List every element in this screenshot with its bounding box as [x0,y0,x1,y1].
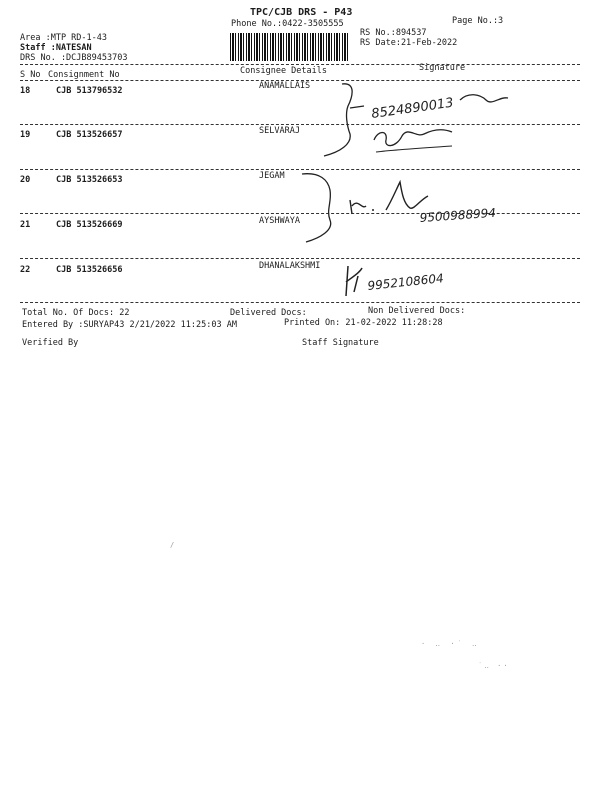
row-22-sno: 22 [20,265,31,275]
signature-row-22 [340,262,480,305]
row-22-consignment: CJB 513526656 [56,265,123,275]
row-22-consignee: DHANALAKSHMI [259,261,321,271]
signature-phone-18: 8524890013 [370,95,455,122]
row-18-consignee: ANAMALLAIS [259,81,311,91]
document-title: TPC/CJB DRS - P43 [250,7,353,18]
header-divider [20,64,580,65]
scan-speck: · ‥ ·˙ ‥ [421,640,480,648]
area-label: Area :MTP RD-1-43 [20,33,107,43]
printed-on: Printed On: 21-02-2022 11:28:28 [284,318,443,328]
row-divider [20,302,580,303]
row-19-consignment: CJB 513526657 [56,130,123,140]
scan-speck: / [170,541,175,549]
col-sno: S No [20,70,41,80]
col-consignee: Consignee Details [240,66,327,76]
row-19-consignee: SELVARAJ [259,126,300,136]
total-docs: Total No. Of Docs: 22 [22,308,130,318]
rs-number: RS No.:894537 [360,28,427,38]
row-18-consignment: CJB 513796532 [56,86,123,96]
col-consignment: Consignment No [48,70,120,80]
row-21-consignment: CJB 513526669 [56,220,123,230]
non-delivered-docs: Non Delivered Docs: [368,306,466,316]
barcode [230,33,348,61]
page-number: Page No.:3 [452,16,504,26]
row-divider [20,258,580,259]
row-20-sno: 20 [20,175,31,185]
row-18-sno: 18 [20,86,31,96]
verified-by: Verified By [22,338,79,348]
row-20-consignment: CJB 513526653 [56,175,123,185]
row-19-sno: 19 [20,130,31,140]
row-21-sno: 21 [20,220,31,230]
scan-speck: ˙‥ ·· [478,662,510,670]
entered-by: Entered By :SURYAP43 2/21/2022 11:25:03 AM [22,320,237,330]
staff-signature: Staff Signature [302,338,379,348]
signature-phone-22: 9952108604 [366,271,445,293]
staff-label: Staff :NATESAN [20,43,92,53]
rs-date: RS Date:21-Feb-2022 [360,38,458,48]
signature-row-18-19 [312,78,512,171]
row-20-consignee: JEGAM [259,171,285,181]
signature-row-20-21 [300,170,540,253]
col-signature: Signature [419,63,466,73]
drs-number: DRS No. :DCJB89453703 [20,53,128,63]
row-21-consignee: AYSHWAYA [259,216,300,226]
signature-phone-20: 9500988994 [419,205,497,225]
phone-number: Phone No.:0422-3505555 [231,19,344,29]
delivered-docs: Delivered Docs: [230,308,307,318]
